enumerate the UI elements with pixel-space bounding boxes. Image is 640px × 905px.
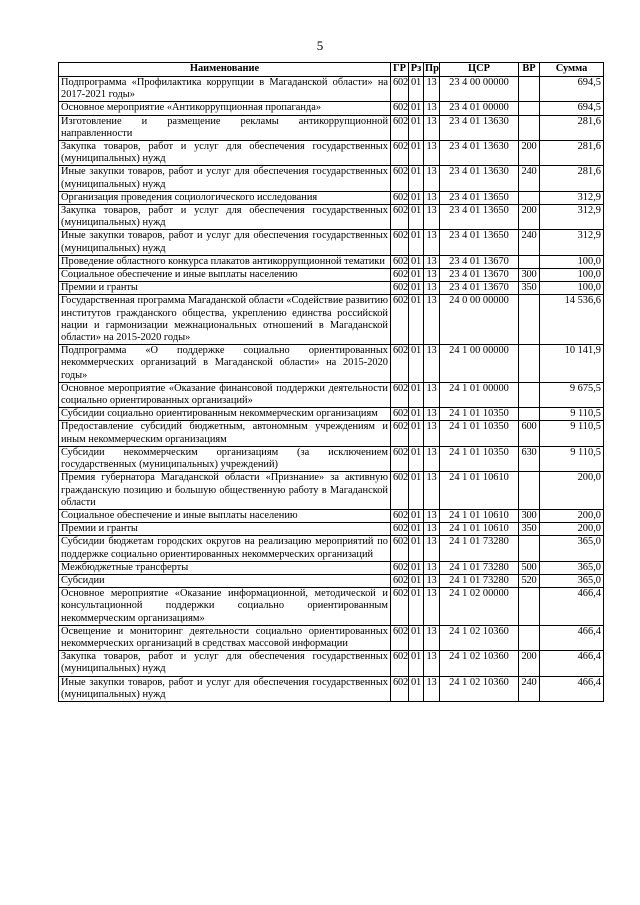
cell-vr: [519, 382, 540, 407]
cell-csr: 24 1 02 10360: [440, 651, 519, 676]
table-row: [59, 472, 604, 510]
cell-vr: [519, 295, 540, 345]
cell-csr: 24 1 01 10610: [440, 509, 519, 522]
cell-csr: 24 1 00 00000: [440, 345, 519, 383]
cell-pr: 13: [424, 651, 440, 676]
cell-name: Основное мероприятие «Оказание финансовой поддержки деятельности социально ориентированных организаций»: [59, 382, 391, 407]
cell-vr: [519, 115, 540, 140]
cell-pr: 13: [424, 382, 440, 407]
table-row: [59, 205, 604, 230]
cell-sum: 200,0: [540, 509, 604, 522]
cell-csr: 24 0 00 00000: [440, 295, 519, 345]
page-number: 5: [316, 38, 324, 53]
table-row: [59, 446, 604, 471]
cell-sum: 466,4: [540, 625, 604, 650]
table-row: [59, 282, 604, 295]
cell-sum: 14 536,6: [540, 295, 604, 345]
cell-gr: 602: [391, 255, 409, 268]
cell-rz: 01: [409, 421, 424, 446]
cell-rz: 01: [409, 282, 424, 295]
cell-gr: 602: [391, 269, 409, 282]
cell-vr: 240: [519, 676, 540, 701]
cell-gr: 602: [391, 345, 409, 383]
cell-pr: 13: [424, 115, 440, 140]
cell-name: Иные закупки товаров, работ и услуг для обеспечения государственных (муниципальных) нужд: [59, 230, 391, 255]
table-row: [59, 625, 604, 650]
cell-vr: 600: [519, 421, 540, 446]
cell-csr: 23 4 01 13670: [440, 282, 519, 295]
cell-gr: 602: [391, 408, 409, 421]
header-csr: ЦСР: [440, 63, 519, 77]
table-row: [59, 141, 604, 166]
cell-name: Субсидии социально ориентированным некоммерческим организациям: [59, 408, 391, 421]
cell-csr: 24 1 02 00000: [440, 588, 519, 626]
cell-pr: 13: [424, 421, 440, 446]
cell-vr: [519, 77, 540, 102]
cell-sum: 312,9: [540, 205, 604, 230]
cell-vr: [519, 191, 540, 204]
cell-vr: [519, 345, 540, 383]
cell-rz: 01: [409, 166, 424, 191]
table-row: [59, 255, 604, 268]
cell-sum: 281,6: [540, 115, 604, 140]
cell-pr: 13: [424, 77, 440, 102]
cell-csr: 24 1 01 10610: [440, 472, 519, 510]
table-row: [59, 561, 604, 574]
table-row: [59, 230, 604, 255]
cell-pr: 13: [424, 676, 440, 701]
cell-gr: 602: [391, 295, 409, 345]
cell-csr: 23 4 01 13650: [440, 205, 519, 230]
cell-csr: 24 1 01 10350: [440, 446, 519, 471]
cell-sum: 9 110,5: [540, 446, 604, 471]
cell-gr: 602: [391, 472, 409, 510]
cell-vr: [519, 536, 540, 561]
cell-sum: 365,0: [540, 536, 604, 561]
cell-csr: 24 1 01 10350: [440, 408, 519, 421]
cell-pr: 13: [424, 205, 440, 230]
cell-sum: 200,0: [540, 472, 604, 510]
cell-rz: 01: [409, 382, 424, 407]
cell-rz: 01: [409, 574, 424, 587]
cell-gr: 602: [391, 191, 409, 204]
cell-csr: 24 1 01 10610: [440, 523, 519, 536]
table-row: [59, 536, 604, 561]
cell-vr: 240: [519, 166, 540, 191]
cell-gr: 602: [391, 77, 409, 102]
cell-sum: 281,6: [540, 166, 604, 191]
cell-pr: 13: [424, 446, 440, 471]
cell-csr: 24 1 01 73280: [440, 574, 519, 587]
cell-pr: 13: [424, 625, 440, 650]
cell-rz: 01: [409, 676, 424, 701]
cell-csr: 23 4 01 13670: [440, 255, 519, 268]
table-body: [59, 77, 604, 702]
cell-pr: 13: [424, 509, 440, 522]
table-header-row: [59, 63, 604, 77]
cell-gr: 602: [391, 509, 409, 522]
cell-gr: 602: [391, 574, 409, 587]
cell-rz: 01: [409, 115, 424, 140]
cell-vr: 300: [519, 269, 540, 282]
cell-rz: 01: [409, 345, 424, 383]
cell-vr: [519, 408, 540, 421]
cell-gr: 602: [391, 230, 409, 255]
cell-name: Закупка товаров, работ и услуг для обеспечения государственных (муниципальных) нужд: [59, 205, 391, 230]
cell-gr: 602: [391, 651, 409, 676]
cell-sum: 694,5: [540, 102, 604, 115]
cell-gr: 602: [391, 536, 409, 561]
cell-gr: 602: [391, 141, 409, 166]
cell-vr: [519, 588, 540, 626]
budget-table: [58, 62, 604, 702]
cell-pr: 13: [424, 561, 440, 574]
cell-csr: 23 4 01 13630: [440, 115, 519, 140]
cell-vr: 200: [519, 205, 540, 230]
cell-pr: 13: [424, 574, 440, 587]
table-row: [59, 269, 604, 282]
cell-vr: 520: [519, 574, 540, 587]
cell-name: Изготовление и размещение рекламы антикоррупционной направленности: [59, 115, 391, 140]
cell-name: Закупка товаров, работ и услуг для обеспечения государственных (муниципальных) нужд: [59, 651, 391, 676]
header-name: Наименование: [59, 63, 391, 77]
cell-name: Премия губернатора Магаданской области «Признание» за активную гражданскую позицию и большую общественную работу в Магаданской области: [59, 472, 391, 510]
cell-sum: 100,0: [540, 255, 604, 268]
table-row: [59, 295, 604, 345]
cell-pr: 13: [424, 255, 440, 268]
table-row: [59, 345, 604, 383]
cell-gr: 602: [391, 588, 409, 626]
cell-rz: 01: [409, 472, 424, 510]
cell-name: Премии и гранты: [59, 282, 391, 295]
cell-rz: 01: [409, 269, 424, 282]
cell-sum: 694,5: [540, 77, 604, 102]
cell-sum: 9 110,5: [540, 408, 604, 421]
cell-sum: 365,0: [540, 574, 604, 587]
cell-sum: 312,9: [540, 191, 604, 204]
cell-name: Иные закупки товаров, работ и услуг для обеспечения государственных (муниципальных) нужд: [59, 166, 391, 191]
cell-name: Проведение областного конкурса плакатов антикоррупционной тематики: [59, 255, 391, 268]
cell-vr: [519, 625, 540, 650]
cell-gr: 602: [391, 102, 409, 115]
cell-rz: 01: [409, 625, 424, 650]
cell-sum: 100,0: [540, 282, 604, 295]
cell-rz: 01: [409, 205, 424, 230]
table-row: [59, 651, 604, 676]
cell-vr: [519, 472, 540, 510]
cell-gr: 602: [391, 382, 409, 407]
cell-csr: 23 4 01 13670: [440, 269, 519, 282]
table-row: [59, 77, 604, 102]
cell-rz: 01: [409, 255, 424, 268]
cell-name: Социальное обеспечение и иные выплаты населению: [59, 509, 391, 522]
table-row: [59, 574, 604, 587]
cell-name: Иные закупки товаров, работ и услуг для обеспечения государственных (муниципальных) нужд: [59, 676, 391, 701]
cell-vr: 350: [519, 282, 540, 295]
cell-rz: 01: [409, 651, 424, 676]
cell-pr: 13: [424, 282, 440, 295]
cell-sum: 365,0: [540, 561, 604, 574]
cell-csr: 24 1 01 73280: [440, 561, 519, 574]
cell-rz: 01: [409, 446, 424, 471]
cell-gr: 602: [391, 625, 409, 650]
table-row: [59, 408, 604, 421]
table-row: [59, 166, 604, 191]
cell-sum: 9 110,5: [540, 421, 604, 446]
table-row: [59, 523, 604, 536]
cell-vr: 500: [519, 561, 540, 574]
cell-pr: 13: [424, 141, 440, 166]
cell-csr: 24 1 01 10350: [440, 421, 519, 446]
cell-rz: 01: [409, 523, 424, 536]
cell-vr: 240: [519, 230, 540, 255]
cell-csr: 23 4 01 13650: [440, 191, 519, 204]
table-row: [59, 191, 604, 204]
cell-name: Государственная программа Магаданской области «Содействие развитию институтов гражданского общества, укреплению единства российской нации и гармонизации межнациональных отношений в Магаданской области» на 2015-2020 годы»: [59, 295, 391, 345]
cell-name: Премии и гранты: [59, 523, 391, 536]
cell-csr: 24 1 02 10360: [440, 625, 519, 650]
cell-pr: 13: [424, 230, 440, 255]
cell-pr: 13: [424, 269, 440, 282]
cell-csr: 23 4 01 00000: [440, 102, 519, 115]
cell-vr: 200: [519, 651, 540, 676]
cell-pr: 13: [424, 191, 440, 204]
cell-sum: 466,4: [540, 651, 604, 676]
cell-vr: [519, 102, 540, 115]
cell-pr: 13: [424, 408, 440, 421]
cell-rz: 01: [409, 141, 424, 166]
cell-csr: 24 1 01 73280: [440, 536, 519, 561]
cell-name: Субсидии некоммерческим организациям (за исключением государственных (муниципальных) учреждений): [59, 446, 391, 471]
header-gr: ГР: [391, 63, 409, 77]
cell-pr: 13: [424, 588, 440, 626]
table-row: [59, 115, 604, 140]
table-row: [59, 676, 604, 701]
cell-rz: 01: [409, 588, 424, 626]
cell-csr: 23 4 01 13650: [440, 230, 519, 255]
cell-name: Основное мероприятие «Антикоррупционная пропаганда»: [59, 102, 391, 115]
table-row: [59, 588, 604, 626]
cell-gr: 602: [391, 561, 409, 574]
cell-rz: 01: [409, 102, 424, 115]
cell-pr: 13: [424, 523, 440, 536]
cell-sum: 466,4: [540, 588, 604, 626]
cell-name: Субсидии бюджетам городских округов на реализацию мероприятий по поддержке социально ориентированных некоммерческих организаций: [59, 536, 391, 561]
cell-gr: 602: [391, 446, 409, 471]
cell-vr: 630: [519, 446, 540, 471]
header-vr: ВР: [519, 63, 540, 77]
cell-rz: 01: [409, 536, 424, 561]
cell-pr: 13: [424, 536, 440, 561]
cell-rz: 01: [409, 230, 424, 255]
cell-name: Субсидии: [59, 574, 391, 587]
cell-gr: 602: [391, 282, 409, 295]
cell-vr: 350: [519, 523, 540, 536]
cell-csr: 23 4 01 13630: [440, 166, 519, 191]
table-row: [59, 509, 604, 522]
cell-csr: 24 1 01 00000: [440, 382, 519, 407]
cell-rz: 01: [409, 191, 424, 204]
table-row: [59, 382, 604, 407]
cell-rz: 01: [409, 509, 424, 522]
cell-name: Подпрограмма «О поддержке социально ориентированных некоммерческих организаций в Магаданской области» на 2015-2020 годы»: [59, 345, 391, 383]
cell-rz: 01: [409, 408, 424, 421]
cell-rz: 01: [409, 561, 424, 574]
cell-name: Социальное обеспечение и иные выплаты населению: [59, 269, 391, 282]
cell-gr: 602: [391, 166, 409, 191]
cell-pr: 13: [424, 472, 440, 510]
cell-vr: 300: [519, 509, 540, 522]
table-row: [59, 102, 604, 115]
header-pr: Пр: [424, 63, 440, 77]
cell-csr: 23 4 01 13630: [440, 141, 519, 166]
header-rz: Рз: [409, 63, 424, 77]
cell-pr: 13: [424, 295, 440, 345]
cell-name: Основное мероприятие «Оказание информационной, методической и консультационной поддержки социально ориентированным некоммерческим организациям»: [59, 588, 391, 626]
cell-name: Предоставление субсидий бюджетным, автономным учреждениям и иным некоммерческим организациям: [59, 421, 391, 446]
cell-sum: 281,6: [540, 141, 604, 166]
table-row: [59, 421, 604, 446]
cell-vr: 200: [519, 141, 540, 166]
cell-name: Межбюджетные трансферты: [59, 561, 391, 574]
cell-name: Организация проведения социологического исследования: [59, 191, 391, 204]
cell-rz: 01: [409, 77, 424, 102]
cell-gr: 602: [391, 115, 409, 140]
cell-pr: 13: [424, 166, 440, 191]
cell-sum: 100,0: [540, 269, 604, 282]
cell-rz: 01: [409, 295, 424, 345]
cell-csr: 23 4 00 00000: [440, 77, 519, 102]
cell-gr: 602: [391, 523, 409, 536]
cell-gr: 602: [391, 676, 409, 701]
cell-sum: 200,0: [540, 523, 604, 536]
cell-pr: 13: [424, 345, 440, 383]
cell-name: Подпрограмма «Профилактика коррупции в Магаданской области» на 2017-2021 годы»: [59, 77, 391, 102]
cell-name: Освещение и мониторинг деятельности социально ориентированных некоммерческих организаций в средствах массовой информации: [59, 625, 391, 650]
header-sum: Сумма: [540, 63, 604, 77]
cell-gr: 602: [391, 205, 409, 230]
cell-csr: 24 1 02 10360: [440, 676, 519, 701]
cell-sum: 466,4: [540, 676, 604, 701]
cell-sum: 9 675,5: [540, 382, 604, 407]
cell-sum: 312,9: [540, 230, 604, 255]
cell-pr: 13: [424, 102, 440, 115]
cell-gr: 602: [391, 421, 409, 446]
cell-name: Закупка товаров, работ и услуг для обеспечения государственных (муниципальных) нужд: [59, 141, 391, 166]
cell-sum: 10 141,9: [540, 345, 604, 383]
cell-vr: [519, 255, 540, 268]
